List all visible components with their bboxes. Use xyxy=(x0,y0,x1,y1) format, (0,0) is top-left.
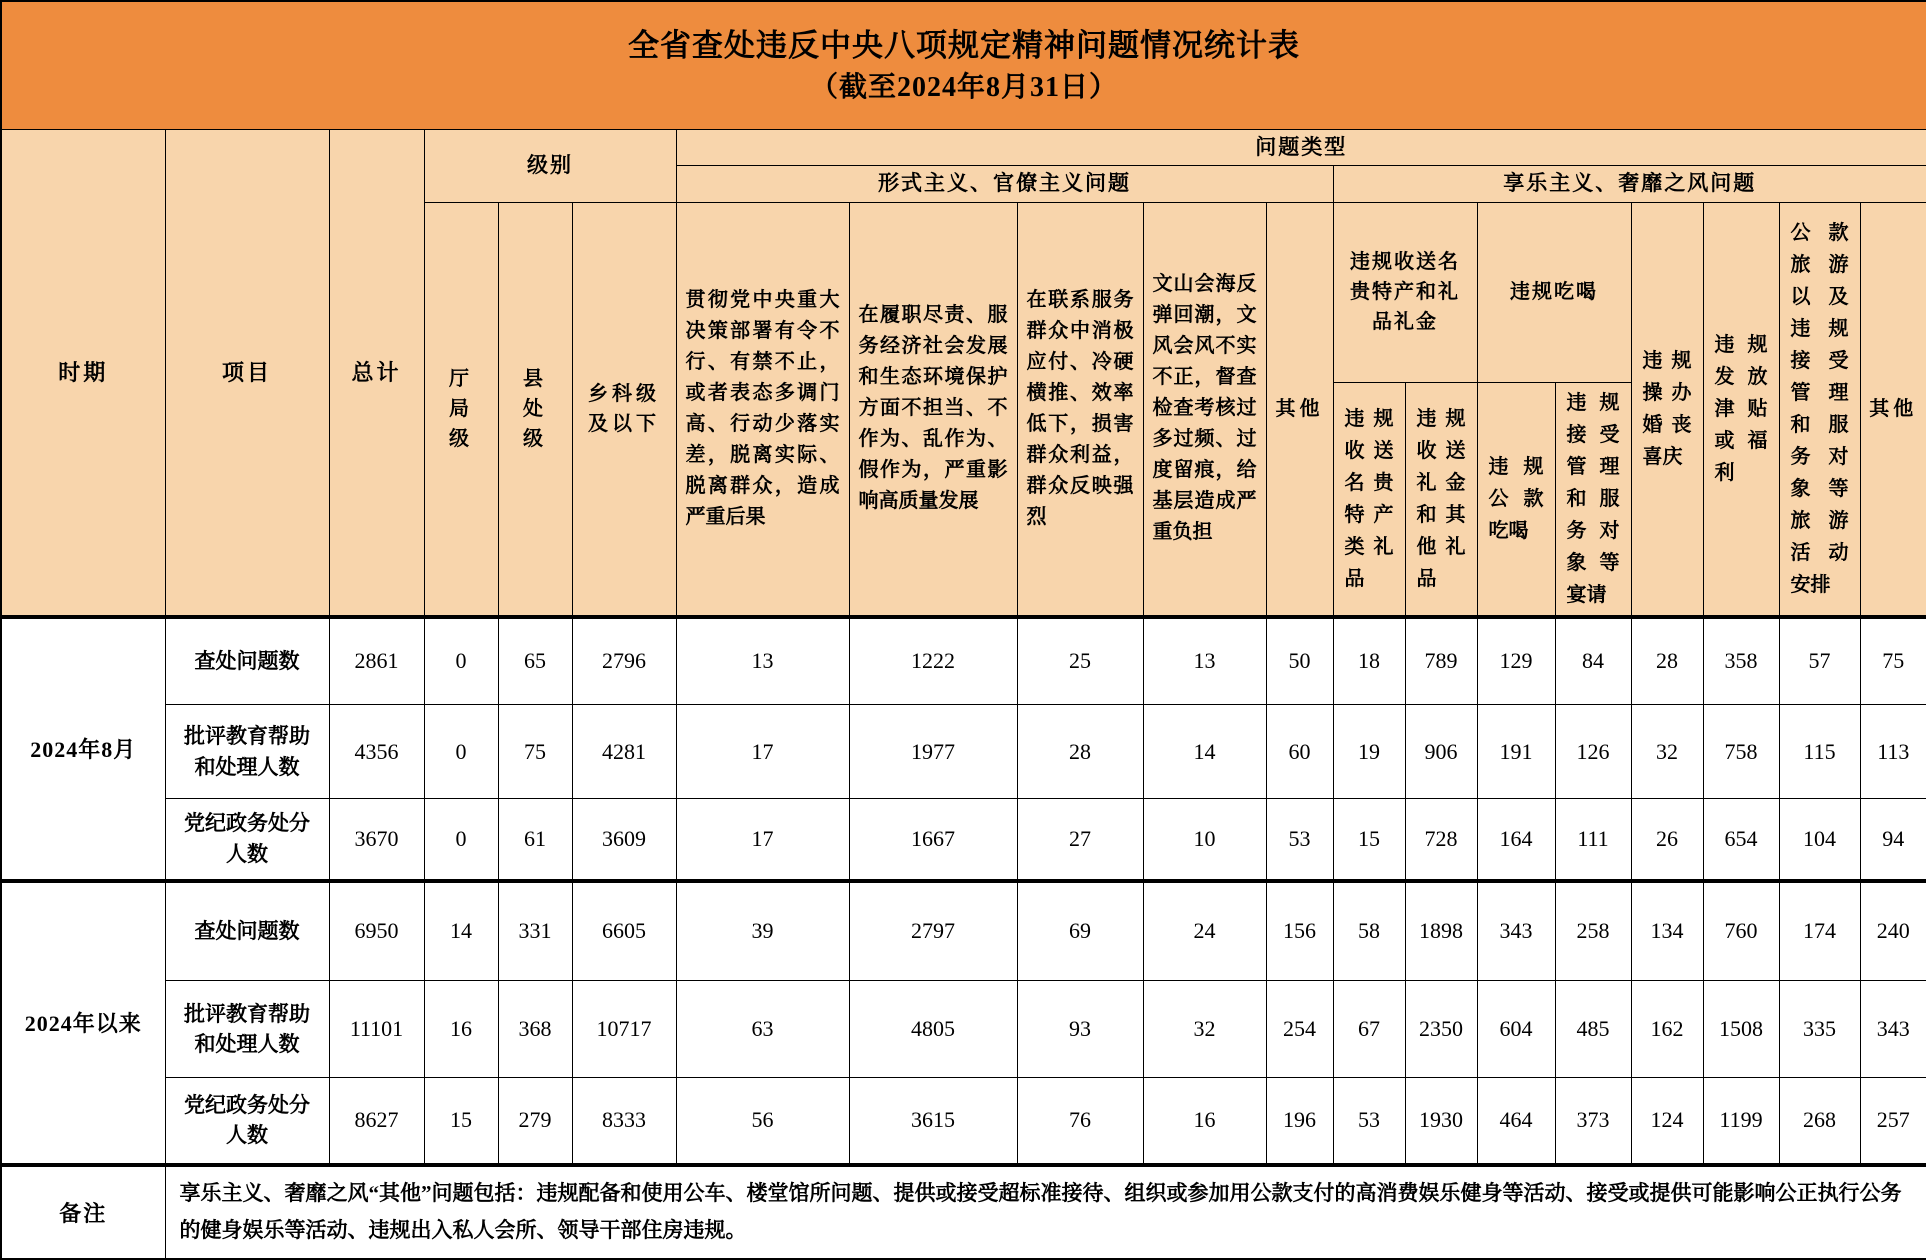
header-gift-group: 违规收送名贵特产和礼品礼金 xyxy=(1333,202,1477,382)
header-formalism-group: 形式主义、官僚主义问题 xyxy=(676,166,1333,203)
data-cell: 60 xyxy=(1266,705,1333,799)
header-hedonism-group: 享乐主义、奢靡之风问题 xyxy=(1333,166,1926,203)
table-row xyxy=(1,799,1926,881)
data-cell: 61 xyxy=(498,799,572,881)
data-cell: 32 xyxy=(1631,705,1703,799)
row-label: 党纪政务处分人数 xyxy=(165,799,329,881)
data-cell: 56 xyxy=(676,1078,849,1165)
data-cell: 14 xyxy=(1143,705,1266,799)
row-label: 查处问题数 xyxy=(165,881,329,981)
row-label: 党纪政务处分人数 xyxy=(165,1078,329,1165)
header-formalism-col-meetings: 文山会海反弹回潮，文风会风不实不正，督查检查考核过多过频、过度留痕，给基层造成严重负担 xyxy=(1143,202,1266,617)
data-cell: 162 xyxy=(1631,981,1703,1078)
data-cell: 485 xyxy=(1555,981,1631,1078)
data-cell: 39 xyxy=(676,881,849,981)
data-cell: 4281 xyxy=(572,705,676,799)
data-cell: 93 xyxy=(1017,981,1143,1078)
data-cell: 3670 xyxy=(329,799,424,881)
header-hedonism-col-other: 其他 xyxy=(1860,202,1926,617)
data-cell: 67 xyxy=(1333,981,1405,1078)
data-cell: 8333 xyxy=(572,1078,676,1165)
table-row xyxy=(1,1078,1926,1165)
note-row xyxy=(1,1165,1926,1259)
data-cell: 343 xyxy=(1860,981,1926,1078)
data-cell: 254 xyxy=(1266,981,1333,1078)
header-formalism-col-duty: 在履职尽责、服务经济社会发展和生态环境保护方面不担当、不作为、乱作为、假作为，严重影响高质量发展 xyxy=(849,202,1017,617)
data-cell: 343 xyxy=(1477,881,1555,981)
data-cell: 111 xyxy=(1555,799,1631,881)
data-cell: 3609 xyxy=(572,799,676,881)
data-cell: 15 xyxy=(1333,799,1405,881)
data-cell: 789 xyxy=(1405,617,1477,705)
header-hedonism-col-travel: 公款旅游以及违规接受管理和服务对象等旅游活动安排 xyxy=(1779,202,1860,617)
table-row xyxy=(1,881,1926,981)
data-cell: 3615 xyxy=(849,1078,1017,1165)
data-cell: 75 xyxy=(498,705,572,799)
data-cell: 10 xyxy=(1143,799,1266,881)
data-cell: 50 xyxy=(1266,617,1333,705)
note-label: 备注 xyxy=(1,1165,165,1259)
data-cell: 654 xyxy=(1703,799,1779,881)
data-cell: 0 xyxy=(424,799,498,881)
data-cell: 2350 xyxy=(1405,981,1477,1078)
data-cell: 84 xyxy=(1555,617,1631,705)
data-cell: 6605 xyxy=(572,881,676,981)
data-cell: 268 xyxy=(1779,1078,1860,1165)
table-row xyxy=(1,981,1926,1078)
data-cell: 14 xyxy=(424,881,498,981)
data-cell: 1930 xyxy=(1405,1078,1477,1165)
data-cell: 15 xyxy=(424,1078,498,1165)
data-cell: 17 xyxy=(676,799,849,881)
data-cell: 279 xyxy=(498,1078,572,1165)
header-level-group: 级别 xyxy=(424,129,676,202)
data-cell: 906 xyxy=(1405,705,1477,799)
table-title xyxy=(1,1,1926,129)
data-cell: 1667 xyxy=(849,799,1017,881)
header-item: 项目 xyxy=(165,129,329,617)
data-cell: 27 xyxy=(1017,799,1143,881)
data-cell: 728 xyxy=(1405,799,1477,881)
data-cell: 69 xyxy=(1017,881,1143,981)
data-cell: 28 xyxy=(1017,705,1143,799)
header-level-tingju: 厅局级 xyxy=(424,202,498,617)
header-dining-sub-banquets: 违规接受管理和服务对象等宴请 xyxy=(1555,382,1631,617)
data-cell: 13 xyxy=(1143,617,1266,705)
row-label: 批评教育帮助和处理人数 xyxy=(165,981,329,1078)
header-formalism-col-masses: 在联系服务群众中消极应付、冷硬横推、效率低下，损害群众利益，群众反映强烈 xyxy=(1017,202,1143,617)
data-cell: 18 xyxy=(1333,617,1405,705)
title-row xyxy=(1,1,1926,129)
data-cell: 0 xyxy=(424,705,498,799)
data-cell: 758 xyxy=(1703,705,1779,799)
data-cell: 2796 xyxy=(572,617,676,705)
data-cell: 19 xyxy=(1333,705,1405,799)
data-cell: 191 xyxy=(1477,705,1555,799)
table-row xyxy=(1,617,1926,705)
data-cell: 464 xyxy=(1477,1078,1555,1165)
data-cell: 164 xyxy=(1477,799,1555,881)
data-cell: 17 xyxy=(676,705,849,799)
data-cell: 94 xyxy=(1860,799,1926,881)
data-cell: 76 xyxy=(1017,1078,1143,1165)
data-cell: 53 xyxy=(1266,799,1333,881)
data-cell: 113 xyxy=(1860,705,1926,799)
data-cell: 257 xyxy=(1860,1078,1926,1165)
data-cell: 58 xyxy=(1333,881,1405,981)
data-cell: 0 xyxy=(424,617,498,705)
header-hedonism-col-allowances: 违规发放津贴或福利 xyxy=(1703,202,1779,617)
data-cell: 240 xyxy=(1860,881,1926,981)
data-cell: 32 xyxy=(1143,981,1266,1078)
data-cell: 75 xyxy=(1860,617,1926,705)
data-cell: 1508 xyxy=(1703,981,1779,1078)
data-cell: 124 xyxy=(1631,1078,1703,1165)
data-cell: 196 xyxy=(1266,1078,1333,1165)
data-cell: 2797 xyxy=(849,881,1017,981)
data-cell: 8627 xyxy=(329,1078,424,1165)
data-cell: 4805 xyxy=(849,981,1017,1078)
header-hedonism-col-weddings: 违规操办婚丧喜庆 xyxy=(1631,202,1703,617)
table-footer xyxy=(1,1165,1926,1259)
data-cell: 57 xyxy=(1779,617,1860,705)
note-text: 享乐主义、奢靡之风“其他”问题包括：违规配备和使用公车、楼堂馆所问题、提供或接受超标准接待、组织或参加用公款支付的高消费娱乐健身等活动、接受或提供可能影响公正执行公务的健身娱乐等活动、违规出入私人会所、领导干部住房违规。 xyxy=(165,1165,1926,1259)
data-cell: 129 xyxy=(1477,617,1555,705)
data-cell: 358 xyxy=(1703,617,1779,705)
data-cell: 16 xyxy=(1143,1078,1266,1165)
data-cell: 13 xyxy=(676,617,849,705)
row-label: 查处问题数 xyxy=(165,617,329,705)
header-level-xiangke: 乡科级及以下 xyxy=(572,202,676,617)
data-cell: 16 xyxy=(424,981,498,1078)
data-cell: 53 xyxy=(1333,1078,1405,1165)
data-cell: 134 xyxy=(1631,881,1703,981)
data-cell: 1199 xyxy=(1703,1078,1779,1165)
data-cell: 24 xyxy=(1143,881,1266,981)
title-line-2: （截至2024年8月31日） xyxy=(810,71,1119,103)
data-cell: 65 xyxy=(498,617,572,705)
data-cell: 26 xyxy=(1631,799,1703,881)
data-cell: 126 xyxy=(1555,705,1631,799)
data-cell: 156 xyxy=(1266,881,1333,981)
period-cell: 2024年以来 xyxy=(1,881,165,1165)
period-group-ytd xyxy=(1,881,1926,1165)
header-dining-group: 违规吃喝 xyxy=(1477,202,1631,382)
data-cell: 258 xyxy=(1555,881,1631,981)
data-cell: 335 xyxy=(1779,981,1860,1078)
header-gift-sub-cash: 违规收送礼金和其他礼品 xyxy=(1405,382,1477,617)
data-cell: 115 xyxy=(1779,705,1860,799)
data-cell: 1222 xyxy=(849,617,1017,705)
header-total: 总计 xyxy=(329,129,424,617)
table-header xyxy=(1,1,1926,617)
data-cell: 760 xyxy=(1703,881,1779,981)
data-cell: 1898 xyxy=(1405,881,1477,981)
data-cell: 1977 xyxy=(849,705,1017,799)
data-cell: 63 xyxy=(676,981,849,1078)
row-label: 批评教育帮助和处理人数 xyxy=(165,705,329,799)
data-cell: 174 xyxy=(1779,881,1860,981)
data-cell: 6950 xyxy=(329,881,424,981)
header-formalism-col-decisions: 贯彻党中央重大决策部署有令不行、有禁不止，或者表态多调门高、行动少落实差，脱离实际、脱离群众，造成严重后果 xyxy=(676,202,849,617)
period-cell: 2024年8月 xyxy=(1,617,165,881)
data-cell: 4356 xyxy=(329,705,424,799)
data-cell: 10717 xyxy=(572,981,676,1078)
header-problem-type-group: 问题类型 xyxy=(676,129,1926,166)
data-cell: 604 xyxy=(1477,981,1555,1078)
data-cell: 104 xyxy=(1779,799,1860,881)
header-level-xianchu: 县处级 xyxy=(498,202,572,617)
table-row xyxy=(1,705,1926,799)
period-group-august xyxy=(1,617,1926,881)
data-cell: 2861 xyxy=(329,617,424,705)
data-cell: 11101 xyxy=(329,981,424,1078)
header-dining-sub-public-funds: 违规公款吃喝 xyxy=(1477,382,1555,617)
data-cell: 368 xyxy=(498,981,572,1078)
title-line-1: 全省查处违反中央八项规定精神问题情况统计表 xyxy=(628,27,1301,63)
data-cell: 331 xyxy=(498,881,572,981)
header-period: 时期 xyxy=(1,129,165,617)
data-cell: 373 xyxy=(1555,1078,1631,1165)
data-cell: 25 xyxy=(1017,617,1143,705)
data-cell: 28 xyxy=(1631,617,1703,705)
header-gift-sub-specialty: 违规收送名贵特产类礼品 xyxy=(1333,382,1405,617)
header-row-top xyxy=(1,129,1926,166)
header-formalism-col-other: 其他 xyxy=(1266,202,1333,617)
